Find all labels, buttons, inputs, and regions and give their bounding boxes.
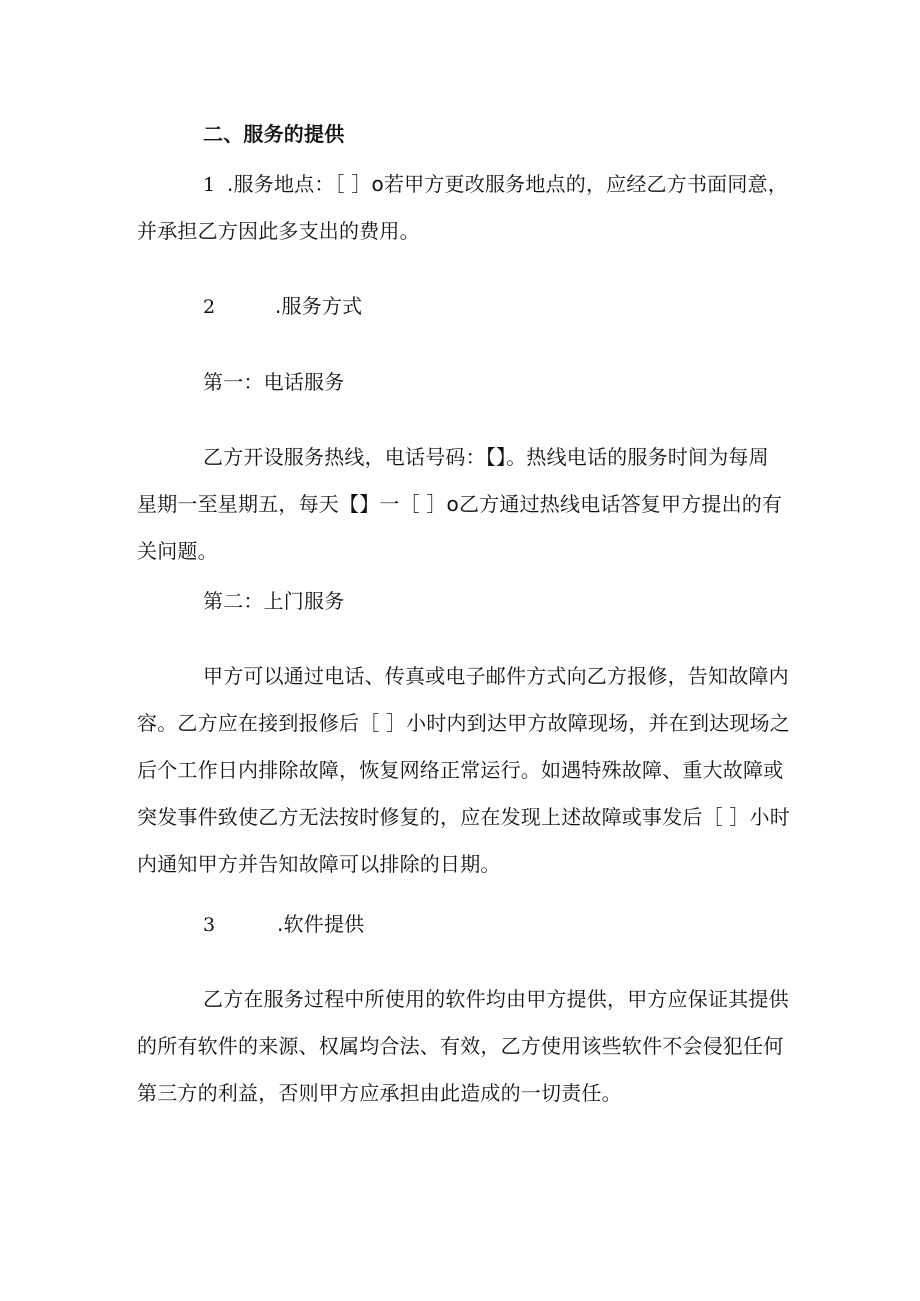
item3-title: .软件提供 bbox=[277, 912, 365, 936]
onsite-service-line2: 容。乙方应在接到报修后［ ］小时内到达甲方故障现场，并在到达现场之 bbox=[137, 711, 790, 735]
onsite-service-line3: 后个工作日内排除故障，恢复网络正常运行。如遇特殊故障、重大故障或 bbox=[137, 758, 784, 782]
item1-line1 bbox=[203, 170, 788, 199]
phone-service-line1: 乙方开设服务热线，电话号码：【】。热线电话的服务时间为每周 bbox=[203, 445, 769, 469]
section-heading: 二、服务的提供 bbox=[203, 122, 345, 146]
item1-text: .服务地点：［ ］o若甲方更改服务地点的，应经乙方书面同意， bbox=[227, 172, 788, 196]
phone-service-title: 第一：电话服务 bbox=[203, 370, 345, 394]
item2-title: .服务方式 bbox=[275, 294, 363, 318]
item3-line2: 的所有软件的来源、权属均合法、有效，乙方使用该些软件不会侵犯任何 bbox=[137, 1034, 784, 1058]
item1-number: 1 bbox=[203, 174, 216, 196]
phone-service-line2: 星期一至星期五，每天【】一［ ］o乙方通过热线电话答复甲方提出的有 bbox=[137, 492, 783, 516]
item3-line3: 第三方的利益，否则甲方应承担由此造成的一切责任。 bbox=[137, 1081, 622, 1105]
onsite-service-title: 第二：上门服务 bbox=[203, 589, 345, 613]
item3-number: 3 bbox=[203, 914, 216, 936]
item2-number: 2 bbox=[203, 296, 216, 318]
onsite-service-line4: 突发事件致使乙方无法按时修复的，应在发现上述故障或事发后［ ］小时 bbox=[137, 805, 790, 829]
onsite-service-line5: 内通知甲方并告知故障可以排除的日期。 bbox=[137, 852, 501, 876]
item3-heading bbox=[203, 910, 364, 939]
onsite-service-line1: 甲方可以通过电话、传真或电子邮件方式向乙方报修，告知故障内 bbox=[203, 664, 789, 688]
item2-heading bbox=[203, 292, 362, 321]
item1-line2: 并承担乙方因此多支出的费用。 bbox=[137, 219, 420, 243]
phone-service-line3: 关问题。 bbox=[137, 539, 218, 563]
item3-line1: 乙方在服务过程中所使用的软件均由甲方提供，甲方应保证其提供 bbox=[203, 987, 789, 1011]
